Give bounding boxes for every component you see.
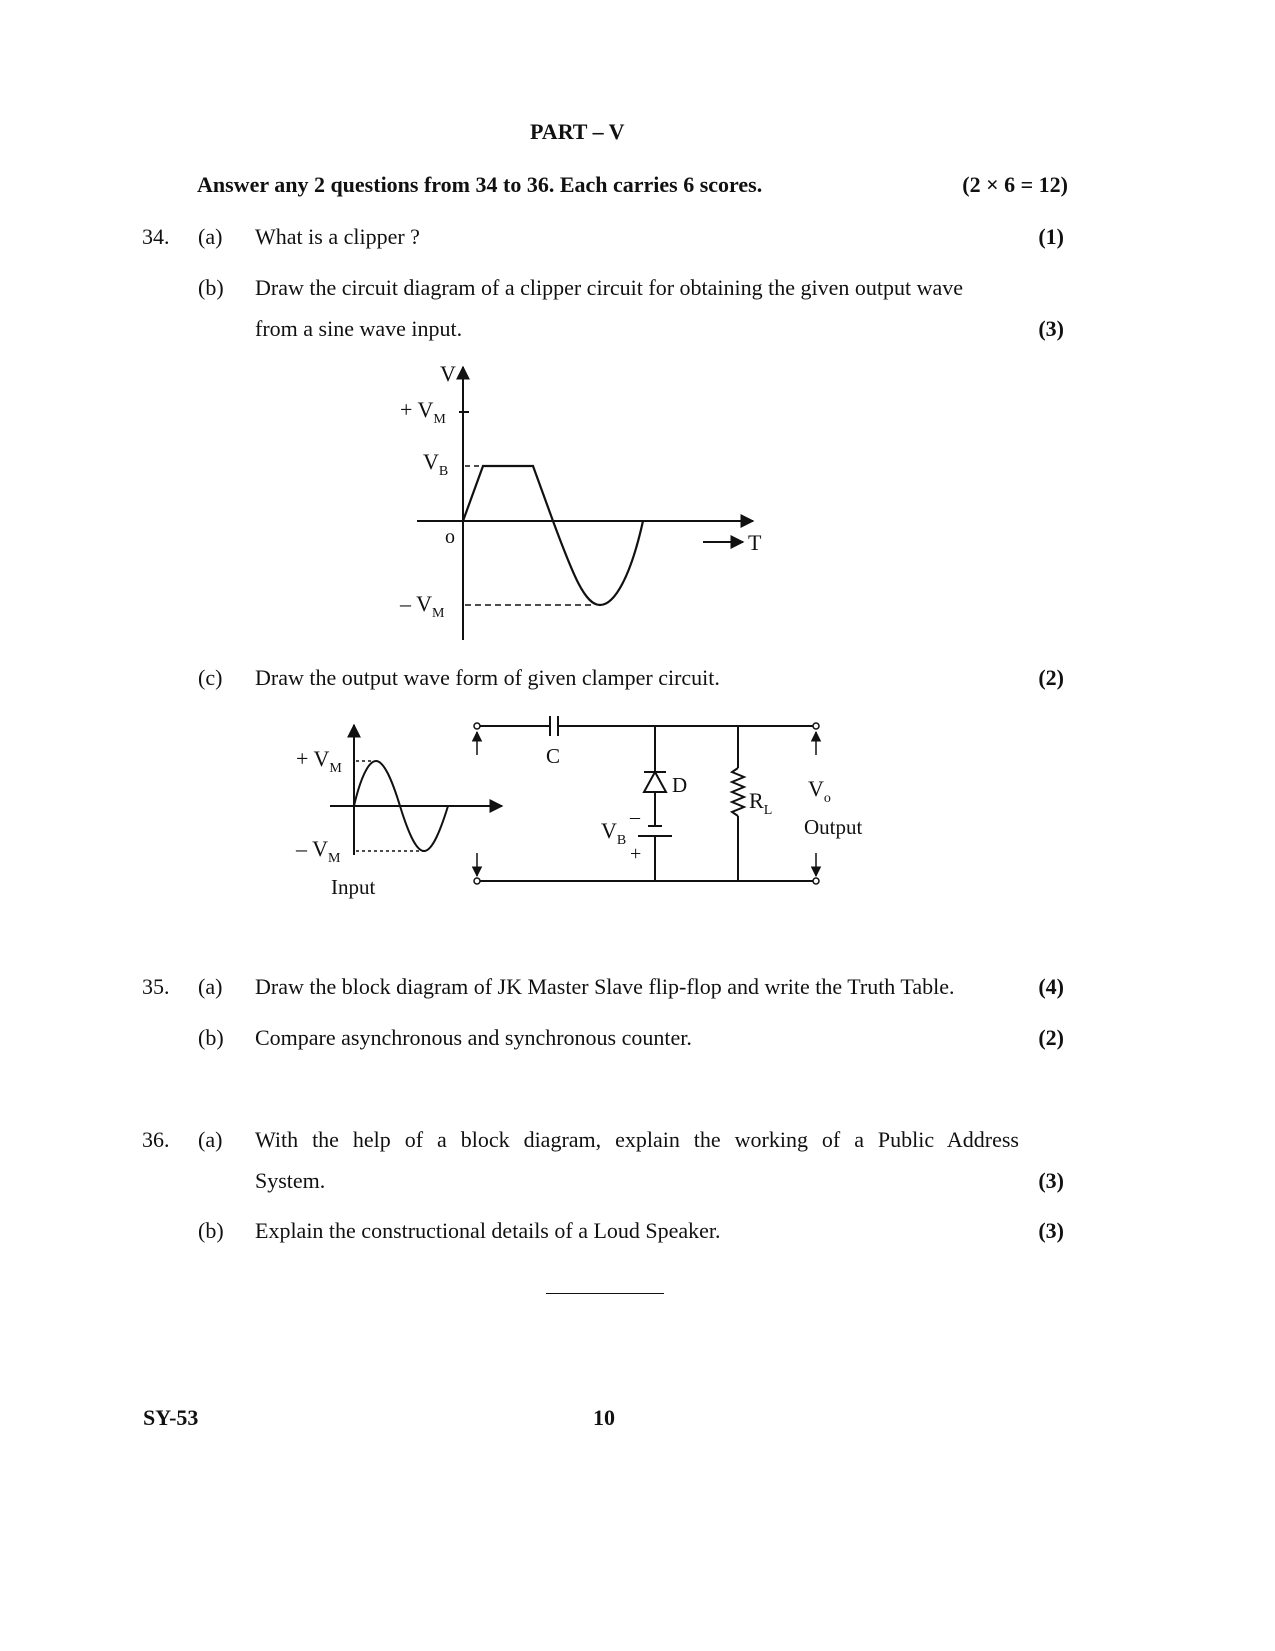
end-divider [546, 1293, 664, 1294]
resistor-zigzag [732, 768, 744, 816]
marks: (4) [1038, 974, 1064, 999]
part-title: PART – V [530, 119, 625, 144]
instruction-text: Answer any 2 questions from 34 to 36. Each carries 6 scores. [197, 172, 763, 197]
diode-label: D [672, 773, 688, 797]
question-text-line2: from a sine wave input. [255, 316, 463, 341]
marks: (3) [1038, 316, 1064, 341]
marks: (3) [1038, 1168, 1064, 1193]
vm-neg-label: – $V_M$ [400, 591, 445, 621]
question-text: Draw the output wave form of given clamper circuit. [255, 665, 720, 690]
t-axis-label: T [748, 530, 762, 555]
input-terminal-bottom [474, 878, 480, 884]
part-label: (b) [198, 1218, 224, 1243]
output-label: Output [804, 815, 863, 839]
part-label: (b) [198, 1025, 224, 1050]
part-label: (c) [198, 665, 223, 690]
v-axis-label: V [440, 361, 456, 386]
part-label: (a) [198, 1127, 223, 1152]
vm-pos-label: + $V_M$ [296, 746, 342, 776]
battery-plus-label: + [630, 843, 642, 865]
vm-neg-label: – $V_M$ [296, 836, 341, 866]
clamper-circuit [290, 710, 880, 910]
question-text: Explain the constructional details of a Loud Speaker. [255, 1218, 721, 1243]
part-label: (a) [198, 224, 223, 249]
vb-label: $V_B$ [601, 818, 627, 848]
clipper-output-waveform [395, 355, 775, 650]
capacitor-label: C [546, 744, 561, 768]
question-number: 34. [142, 224, 170, 249]
question-text-line1: Draw the circuit diagram of a clipper circuit for obtaining the given output wave [255, 275, 964, 300]
output-terminal-bottom [813, 878, 819, 884]
part-label: (b) [198, 275, 224, 300]
question-number: 35. [142, 974, 170, 999]
question-text-line1: With the help of a block diagram, explain the working of a Public Address [255, 1127, 1019, 1152]
question-text-line2: System. [255, 1168, 326, 1193]
battery-minus-label: – [630, 806, 640, 828]
marks: (2) [1038, 665, 1064, 690]
question-text: What is a clipper ? [255, 224, 420, 249]
question-text: Draw the block diagram of JK Master Slave flip-flop and write the Truth Table. [255, 974, 955, 999]
marks: (2) [1038, 1025, 1064, 1050]
footer-code: SY-53 [143, 1405, 199, 1430]
page-number: 10 [593, 1405, 615, 1430]
part-label: (a) [198, 974, 223, 999]
question-number: 36. [142, 1127, 170, 1152]
vm-pos-label: + $V_M$ [400, 397, 446, 427]
input-label: Input [331, 875, 376, 899]
clipped-wave [463, 466, 643, 605]
input-terminal-top [474, 723, 480, 729]
marks: (1) [1038, 224, 1064, 249]
marks: (3) [1038, 1218, 1064, 1243]
vo-label: $V_o$ [808, 776, 831, 806]
vb-label: $V_B$ [423, 449, 449, 479]
question-text: Compare asynchronous and synchronous counter. [255, 1025, 692, 1050]
rl-label: $R_L$ [749, 788, 773, 818]
instruction-marks: (2 × 6 = 12) [962, 172, 1068, 197]
diode-triangle [644, 772, 666, 792]
output-terminal-top [813, 723, 819, 729]
origin-label: o [445, 526, 455, 548]
